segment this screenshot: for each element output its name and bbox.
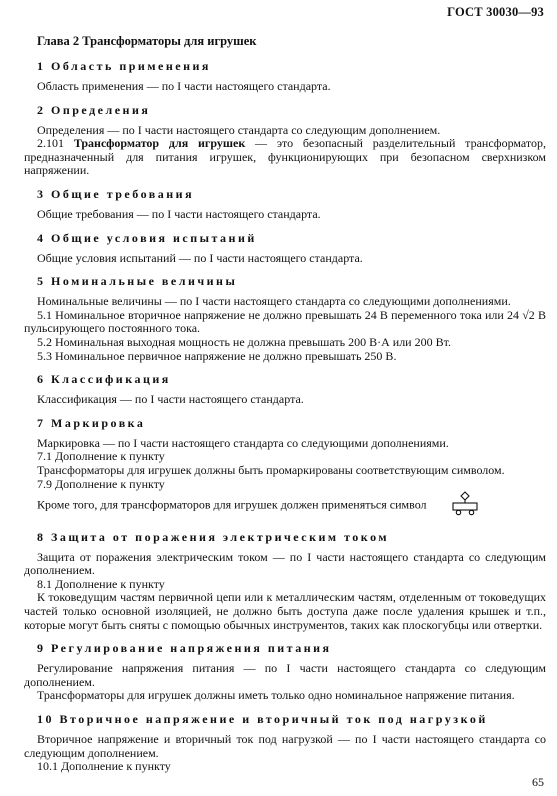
section-5-title: 5 Номинальные величины (37, 274, 238, 289)
definition-text: — это безопасный разделительный трансформатор, предназначенный для питания игрушек, функционирующих при безопасном сверхнизком напряжении. (24, 136, 546, 178)
section-2-text: Определения — по I части настоящего стандарта со следующим дополнением. (37, 122, 441, 137)
clause-8-1: 8.1 Дополнение к пункту (37, 576, 165, 591)
toy-transformer-symbol-icon (437, 491, 480, 521)
section-10-text: Вторичное напряжение и вторичный ток под нагрузкой — по I части настоящего стандарта со следующим дополнением. (24, 732, 546, 760)
section-5-text: Номинальные величины — по I части настоящего стандарта со следующими дополнениями. (37, 294, 511, 309)
clause-7-9: 7.9 Дополнение к пункту (37, 476, 165, 491)
document-body (24, 34, 546, 774)
clause-7-1: 7.1 Дополнение к пункту (37, 449, 165, 464)
section-9-text-2: Трансформаторы для игрушек должны иметь только одно номинальное напряжение питания. (37, 688, 515, 703)
page-number: 65 (532, 775, 544, 789)
clause-5-3: 5.3 Номинальное первичное напряжение не должно превышать 250 В. (37, 348, 397, 363)
clause-7-1-text: Трансформаторы для игрушек должны быть промаркированы соответствующим символом. (37, 462, 505, 477)
definition-2-101 (24, 137, 546, 178)
section-3-title: 3 Общие требования (37, 186, 195, 201)
clause-5-2: 5.2 Номинальная выходная мощность не должна превышать 200 В·А или 200 Вт. (37, 334, 451, 349)
section-9-title: 9 Регулирование напряжения питания (37, 641, 332, 656)
section-6-title: 6 Классификация (37, 372, 171, 387)
clause-5-1-text-b: В пульсирующего постоянного тока. (24, 307, 546, 336)
section-2-title: 2 Определения (37, 102, 151, 117)
clause-7-9-text-line (24, 491, 546, 521)
section-6-text: Классификация — по I части настоящего стандарта. (37, 392, 304, 407)
section-4-title: 4 Общие условия испытаний (37, 230, 257, 245)
section-4-text: Общие условия испытаний — по I части настоящего стандарта. (37, 250, 363, 265)
section-1-text: Область применения — по I части настоящего стандарта. (37, 79, 331, 93)
clause-7-9-text: Кроме того, для трансформаторов для игрушек должен применяться символ (37, 497, 427, 512)
clause-8-1-text: К токоведущим частям первичной цепи или к металлическим частям, отделенным от токоведущих частей только основной изоляцией, не должно быть доступа даже после удаления крышек и т.п., которые могут быть сняты с помощью обычных инструментов, таких как плоскогубцы или отвертки. (24, 590, 546, 632)
document-id: ГОСТ 30030—93 (447, 5, 544, 19)
section-8-text: Защита от поражения электрическим током — по I части настоящего стандарта со следующим дополнением. (24, 549, 546, 578)
section-9-text: Регулирование напряжения питания — по I части настоящего стандарта со следующим дополнением. (24, 661, 546, 689)
defined-term: Трансформатор для игрушек (73, 136, 246, 151)
section-7-text: Маркировка — по I части настоящего стандарта со следующими дополнениями. (37, 435, 449, 450)
section-3-text: Общие требования — по I части настоящего стандарта. (37, 206, 321, 221)
chapter-title: Глава 2 Трансформаторы для игрушек (37, 34, 257, 48)
clause-5-1 (24, 309, 546, 336)
sqrt-two: √2 (522, 307, 535, 322)
section-10-title: 10 Вторичное напряжение и вторичный ток под нагрузкой (37, 712, 488, 727)
section-7-title: 7 Маркировка (37, 415, 146, 430)
section-8-title: 8 Защита от поражения электрическим током (37, 529, 390, 544)
section-1-title: 1 Область применения (37, 59, 211, 73)
clause-number: 2.101 (37, 136, 64, 151)
clause-10-1: 10.1 Дополнение к пункту (37, 759, 171, 774)
clause-5-1-text-a: 5.1 Номинальное вторичное напряжение не должно превышать 24 В переменного тока или 24 (37, 307, 523, 322)
